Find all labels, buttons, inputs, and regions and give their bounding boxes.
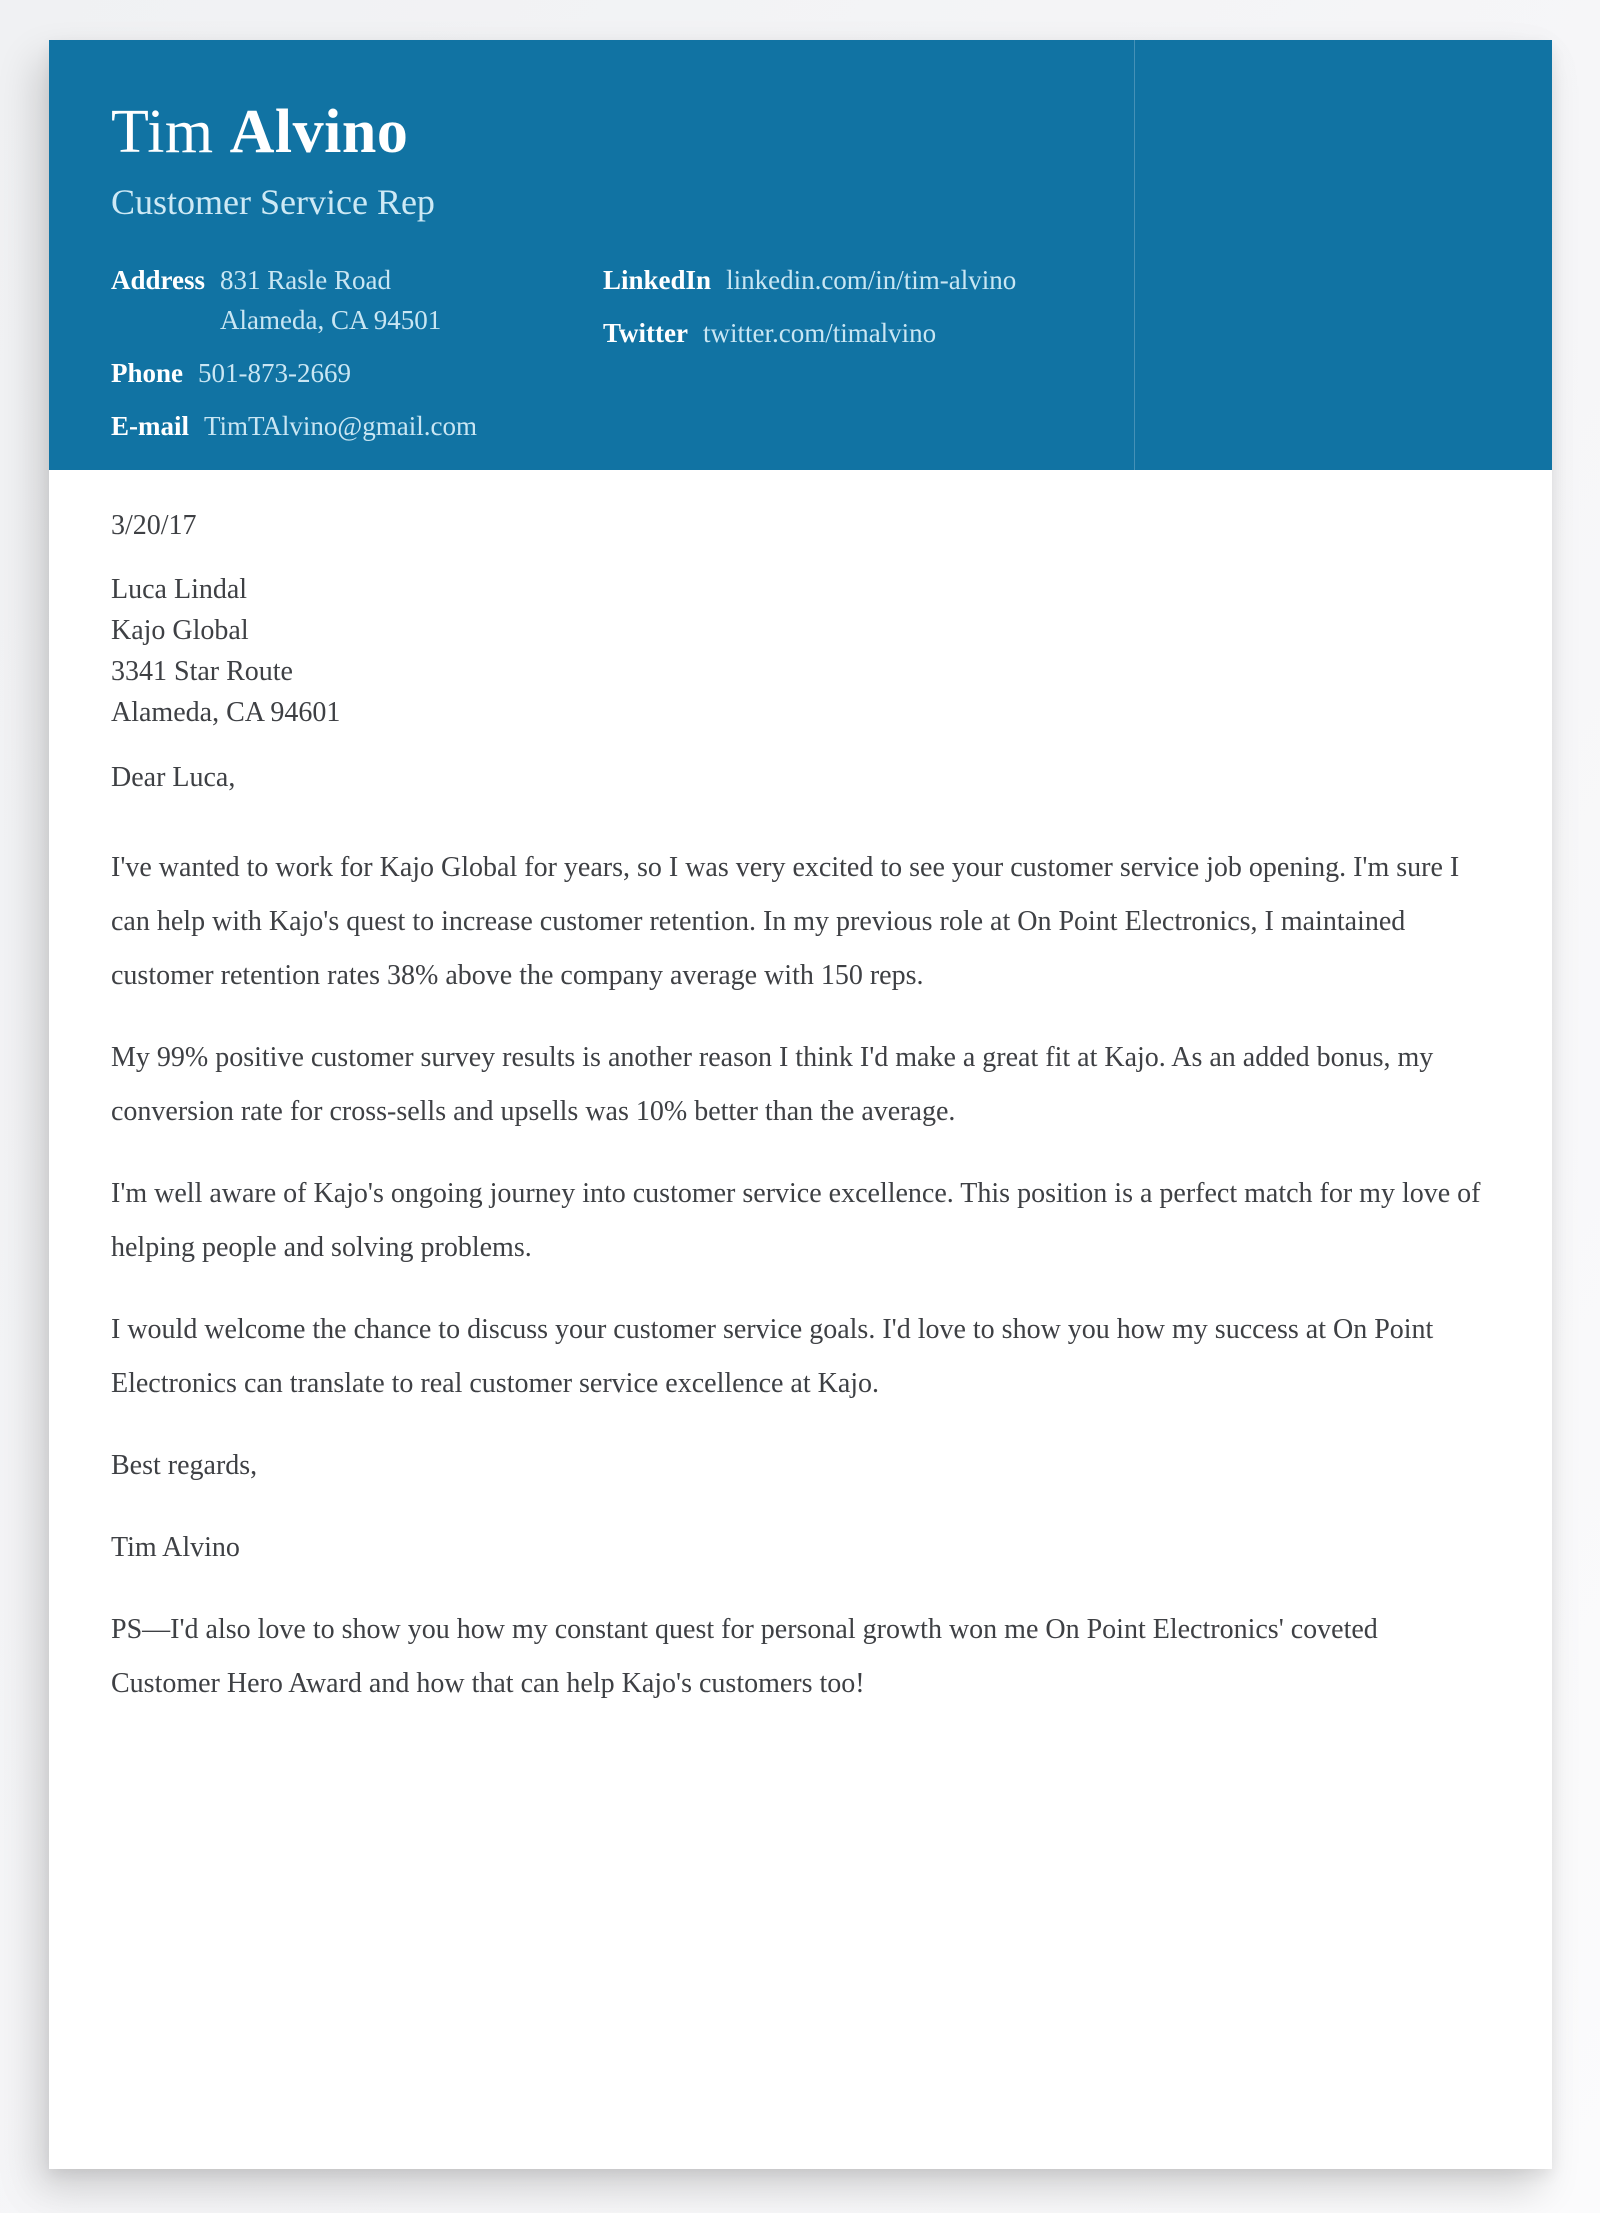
salutation: Dear Luca, — [111, 762, 236, 793]
phone-label: Phone — [111, 358, 184, 388]
signature: Tim Alvino — [111, 1532, 240, 1563]
recipient-street: 3341 Star Route — [111, 656, 293, 687]
phone-value: 501-873-2669 — [198, 358, 351, 388]
closing: Best regards, — [111, 1450, 258, 1481]
contact-row-twitter — [603, 313, 1016, 353]
paragraph-3: I'm well aware of Kajo's ongoing journey into customer service excellence. This position is a perfect match for my love of helping people and solving problems. — [111, 1178, 1481, 1263]
contact-row-email — [111, 406, 477, 446]
paragraph-4: I would welcome the chance to discuss your customer service goals. I'd love to show you how my success at On Point Electronics can translate to real customer service excellence at Kajo. — [111, 1314, 1434, 1399]
twitter-value: twitter.com/timalvino — [702, 318, 937, 348]
candidate-first-name: Tim — [111, 98, 214, 166]
recipient-name: Luca Lindal — [111, 574, 248, 605]
contact-row-linkedin — [603, 260, 1016, 300]
contact-row-phone — [111, 353, 477, 393]
address-line-1: 831 Rasle Road — [220, 265, 392, 295]
paragraph-2: My 99% positive customer survey results is another reason I think I'd make a great fit at Kajo. As an added bonus, my conversion rate for cross-sells and upsells was 10% better than the average. — [111, 1042, 1434, 1127]
cover-letter-page — [49, 40, 1552, 2169]
postscript: PS—I'd also love to show you how my constant quest for personal growth won me On Point Electronics' coveted Customer Hero Award and how that can help Kajo's customers too! — [111, 1614, 1378, 1699]
paragraph-1: I've wanted to work for Kajo Global for years, so I was very excited to see your customer service job opening. I'm sure I can help with Kajo's quest to increase customer retention. In my previous role at On Point Electronics, I maintained customer retention rates 38% above the company average with 150 reps. — [111, 852, 1460, 991]
contact-column-left — [111, 260, 477, 459]
contact-column-right — [603, 260, 1016, 366]
email-label: E-mail — [111, 411, 189, 441]
address-line-2: Alameda, CA 94501 — [220, 305, 442, 335]
candidate-last-name: Alvino — [229, 98, 409, 166]
recipient-block — [111, 569, 1490, 733]
header-column-divider — [1134, 40, 1135, 470]
candidate-name — [111, 98, 1490, 166]
letter-header — [49, 40, 1552, 470]
contact-row-address — [111, 260, 477, 340]
email-value: TimTAlvino@gmail.com — [204, 411, 477, 441]
letter-body — [49, 470, 1552, 1711]
job-title: Customer Service Rep — [111, 182, 435, 222]
twitter-label: Twitter — [603, 318, 688, 348]
recipient-city: Alameda, CA 94601 — [111, 697, 341, 728]
recipient-company: Kajo Global — [111, 615, 249, 646]
letter-date: 3/20/17 — [111, 510, 197, 541]
address-label: Address — [111, 265, 206, 295]
address-value — [220, 260, 441, 340]
linkedin-label: LinkedIn — [603, 265, 712, 295]
linkedin-value: linkedin.com/in/tim-alvino — [726, 265, 1017, 295]
